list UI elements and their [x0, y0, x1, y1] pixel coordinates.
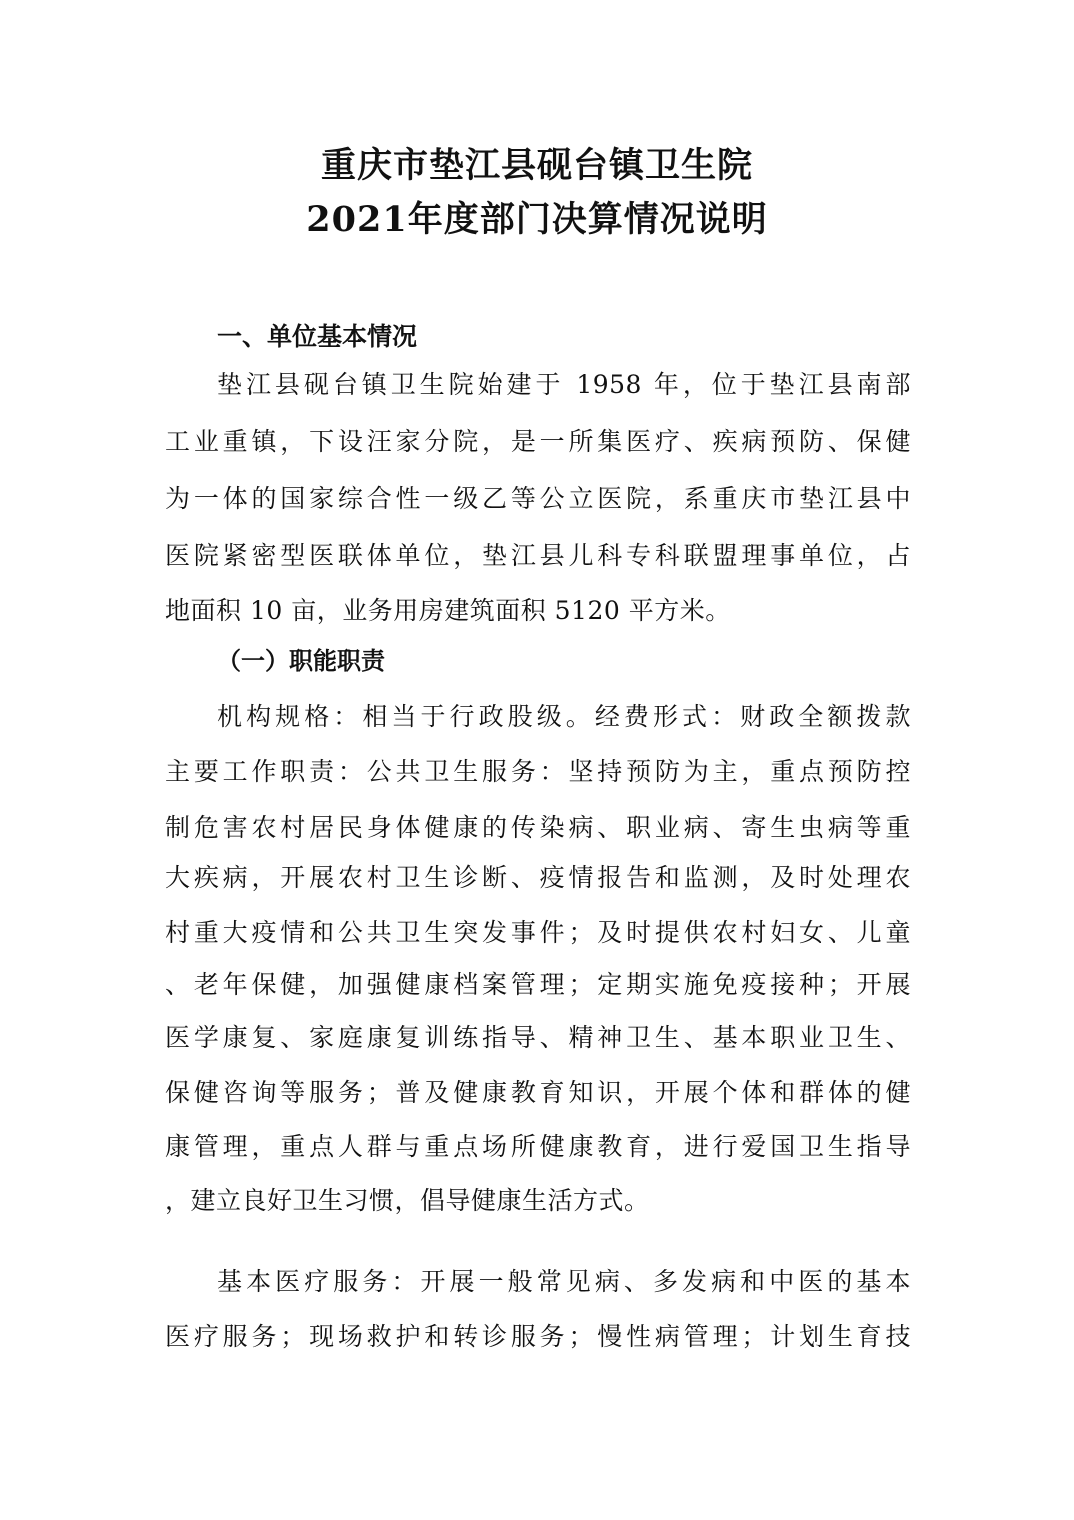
intro-paragraph-line: 工业重镇，下设汪家分院，是一所集医疗、疾病预防、保健 — [165, 427, 911, 456]
intro-paragraph-line: 地面积 10 亩，业务用房建筑面积 5120 平方米。 — [165, 596, 731, 625]
duty-paragraph-line: ，建立良好卫生习惯，倡导健康生活方式。 — [165, 1186, 650, 1215]
intro-paragraph-line: 垫江县砚台镇卫生院始建于 1958 年，位于垫江县南部 — [217, 370, 911, 399]
duty-paragraph-line: 康管理，重点人群与重点场所健康教育，进行爱国卫生指导 — [165, 1132, 911, 1161]
document-title-line-1: 重庆市垫江县砚台镇卫生院 — [320, 145, 753, 186]
duty-paragraph-line: 主要工作职责：公共卫生服务：坚持预防为主，重点预防控 — [165, 757, 911, 786]
duty-paragraph-line: 制危害农村居民身体健康的传染病、职业病、寄生虫病等重 — [165, 813, 911, 842]
intro-paragraph-line: 医院紧密型医联体单位，垫江县儿科专科联盟理事单位，占 — [165, 541, 911, 570]
duty-paragraph-line: 保健咨询等服务；普及健康教育知识，开展个体和群体的健 — [165, 1078, 911, 1107]
intro-paragraph-line: 为一体的国家综合性一级乙等公立医院，系重庆市垫江县中 — [165, 484, 911, 513]
subsection-heading-functions-duties: （一）职能职责 — [217, 646, 385, 675]
medical-service-paragraph-line: 医疗服务；现场救护和转诊服务；慢性病管理；计划生育技 — [165, 1322, 911, 1351]
duty-paragraph-line: 村重大疫情和公共卫生突发事件；及时提供农村妇女、儿童 — [165, 918, 911, 947]
section-heading-unit-basic-info: 一、单位基本情况 — [217, 322, 418, 351]
duty-paragraph-line: 大疾病，开展农村卫生诊断、疫情报告和监测，及时处理农 — [165, 863, 911, 892]
duty-paragraph-line: 机构规格：相当于行政股级。经费形式：财政全额拨款 — [217, 702, 911, 731]
duty-paragraph-line: 医学康复、家庭康复训练指导、精神卫生、基本职业卫生、 — [165, 1023, 911, 1052]
medical-service-paragraph-line: 基本医疗服务：开展一般常见病、多发病和中医的基本 — [217, 1267, 911, 1296]
duty-paragraph-line: 、老年保健，加强健康档案管理；定期实施免疫接种；开展 — [165, 970, 911, 999]
document-title-line-2: 2021年度部门决算情况说明 — [306, 199, 768, 240]
